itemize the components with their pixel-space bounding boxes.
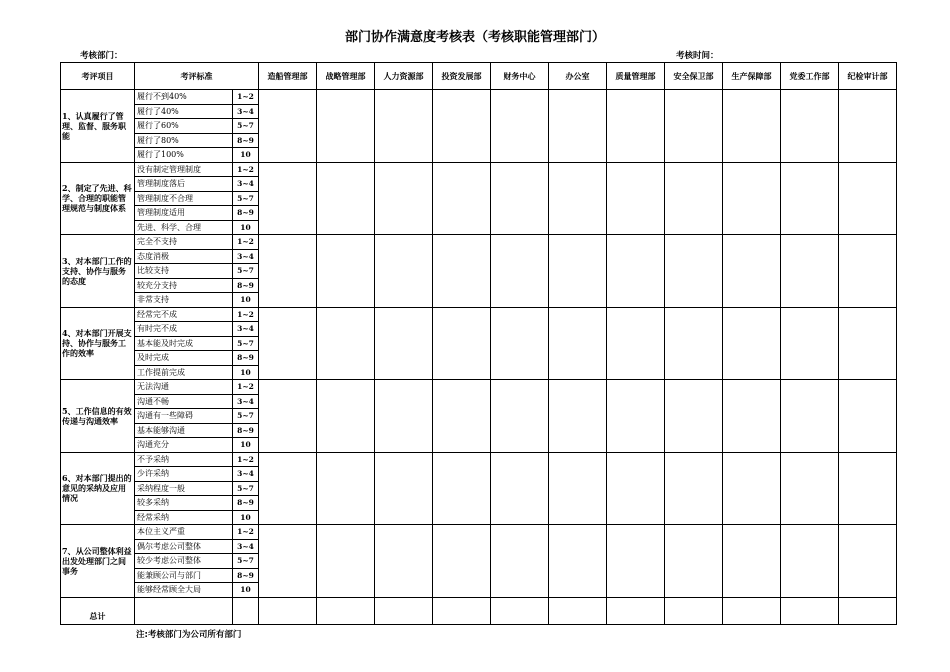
score-cell[interactable] [433, 380, 491, 453]
criterion-text: 管理制度落后 [135, 177, 233, 192]
criterion-text: 管理制度适用 [135, 206, 233, 221]
score-cell[interactable] [259, 235, 317, 308]
score-cell[interactable] [723, 307, 781, 380]
criterion-text: 能够经常顾全大局 [135, 583, 233, 598]
score-cell[interactable] [433, 452, 491, 525]
assessment-item-label: 4、对本部门开展支持、协作与服务工作的效率 [61, 307, 135, 380]
score-range: 5~7 [233, 409, 259, 424]
page-title: 部门协作满意度考核表（考核职能管理部门） [344, 30, 605, 45]
score-range: 10 [233, 438, 259, 453]
assessment-item-label: 1、认真履行了管理、监督、服务职能 [61, 90, 135, 163]
score-cell[interactable] [433, 307, 491, 380]
score-cell[interactable] [839, 452, 897, 525]
assessment-item-label: 2、制定了先进、科学、合理的职能管理规范与制度体系 [61, 162, 135, 235]
score-cell[interactable] [839, 235, 897, 308]
score-cell[interactable] [781, 307, 839, 380]
total-cell[interactable] [607, 597, 665, 624]
score-range: 3~4 [233, 177, 259, 192]
total-cell[interactable] [781, 597, 839, 624]
score-cell[interactable] [549, 162, 607, 235]
score-cell[interactable] [781, 90, 839, 163]
total-label: 总计 [61, 597, 135, 624]
score-cell[interactable] [723, 90, 781, 163]
score-cell[interactable] [607, 380, 665, 453]
score-cell[interactable] [665, 162, 723, 235]
score-cell[interactable] [665, 380, 723, 453]
score-cell[interactable] [781, 525, 839, 598]
table-body [61, 90, 897, 625]
score-cell[interactable] [607, 525, 665, 598]
score-range: 1~2 [233, 235, 259, 250]
score-cell[interactable] [259, 307, 317, 380]
score-range: 5~7 [233, 481, 259, 496]
score-cell[interactable] [781, 235, 839, 308]
score-range: 10 [233, 583, 259, 598]
header-dept: 战略管理部 [317, 63, 375, 90]
header-dept: 人力资源部 [375, 63, 433, 90]
score-cell[interactable] [433, 235, 491, 308]
header-item: 考评项目 [61, 63, 135, 90]
header-dept: 投资发展部 [433, 63, 491, 90]
score-cell[interactable] [491, 452, 549, 525]
score-cell[interactable] [317, 307, 375, 380]
score-cell[interactable] [665, 525, 723, 598]
criterion-text: 较少考虑公司整体 [135, 554, 233, 569]
score-cell[interactable] [317, 452, 375, 525]
criterion-text: 有时完不成 [135, 322, 233, 337]
score-cell[interactable] [375, 162, 433, 235]
score-range: 5~7 [233, 191, 259, 206]
score-cell[interactable] [259, 525, 317, 598]
score-cell[interactable] [259, 452, 317, 525]
score-cell[interactable] [607, 235, 665, 308]
score-range: 10 [233, 510, 259, 525]
criterion-text: 履行了100% [135, 148, 233, 163]
header-dept: 党委工作部 [781, 63, 839, 90]
score-cell[interactable] [317, 162, 375, 235]
score-cell[interactable] [665, 235, 723, 308]
score-cell[interactable] [375, 235, 433, 308]
table-row [61, 90, 897, 105]
score-range: 8~9 [233, 423, 259, 438]
table-row [61, 235, 897, 250]
score-cell[interactable] [839, 90, 897, 163]
table-row [61, 525, 897, 540]
score-cell[interactable] [723, 452, 781, 525]
score-cell[interactable] [839, 307, 897, 380]
score-range: 8~9 [233, 496, 259, 511]
criterion-text: 较充分支持 [135, 278, 233, 293]
criterion-text: 管理制度不合理 [135, 191, 233, 206]
criterion-text: 履行了80% [135, 133, 233, 148]
score-cell[interactable] [665, 452, 723, 525]
header-dept: 纪检审计部 [839, 63, 897, 90]
criterion-text: 能兼顾公司与部门 [135, 568, 233, 583]
criterion-text: 履行不到40% [135, 90, 233, 105]
header-dept: 办公室 [549, 63, 607, 90]
score-range: 3~4 [233, 467, 259, 482]
criterion-text: 经常完不成 [135, 307, 233, 322]
criterion-text: 工作提前完成 [135, 365, 233, 380]
table-row [61, 162, 897, 177]
score-cell[interactable] [549, 307, 607, 380]
score-cell[interactable] [839, 380, 897, 453]
score-cell[interactable] [317, 90, 375, 163]
score-cell[interactable] [723, 162, 781, 235]
score-range: 1~2 [233, 380, 259, 395]
criterion-text: 履行了60% [135, 119, 233, 134]
header-dept: 造船管理部 [259, 63, 317, 90]
criterion-text: 非常支持 [135, 293, 233, 308]
total-cell[interactable] [259, 597, 317, 624]
score-cell[interactable] [375, 452, 433, 525]
score-range: 10 [233, 365, 259, 380]
score-cell[interactable] [491, 90, 549, 163]
score-range: 10 [233, 220, 259, 235]
score-cell[interactable] [259, 90, 317, 163]
criterion-text: 经常采纳 [135, 510, 233, 525]
assessment-item-label: 6、对本部门提出的意见的采纳及应用情况 [61, 452, 135, 525]
score-range: 5~7 [233, 554, 259, 569]
header-dept: 财务中心 [491, 63, 549, 90]
score-cell[interactable] [607, 452, 665, 525]
score-cell[interactable] [375, 307, 433, 380]
total-cell[interactable] [665, 597, 723, 624]
score-range: 3~4 [233, 104, 259, 119]
score-cell[interactable] [549, 90, 607, 163]
score-range: 8~9 [233, 133, 259, 148]
score-range: 3~4 [233, 249, 259, 264]
score-cell[interactable] [375, 90, 433, 163]
score-range: 1~2 [233, 307, 259, 322]
score-range: 10 [233, 148, 259, 163]
score-range: 5~7 [233, 264, 259, 279]
criterion-text: 先进、科学、合理 [135, 220, 233, 235]
score-cell[interactable] [491, 307, 549, 380]
footnote: 注:考核部门为公司所有部门 [136, 630, 242, 640]
criterion-text: 基本能及时完成 [135, 336, 233, 351]
criterion-text: 比较支持 [135, 264, 233, 279]
score-range: 1~2 [233, 162, 259, 177]
score-cell[interactable] [259, 380, 317, 453]
score-cell[interactable] [317, 525, 375, 598]
criterion-text: 无法沟通 [135, 380, 233, 395]
score-range: 3~4 [233, 394, 259, 409]
score-cell[interactable] [491, 525, 549, 598]
score-cell[interactable] [665, 307, 723, 380]
total-blank [233, 597, 259, 624]
score-cell[interactable] [723, 235, 781, 308]
criterion-text: 没有制定管理制度 [135, 162, 233, 177]
header-standard: 考评标准 [135, 63, 259, 90]
criterion-text: 本位主义严重 [135, 525, 233, 540]
criterion-text: 少许采纳 [135, 467, 233, 482]
total-cell[interactable] [549, 597, 607, 624]
score-range: 8~9 [233, 351, 259, 366]
score-cell[interactable] [375, 380, 433, 453]
criterion-text: 及时完成 [135, 351, 233, 366]
score-cell[interactable] [549, 235, 607, 308]
score-cell[interactable] [549, 452, 607, 525]
score-cell[interactable] [839, 525, 897, 598]
total-cell[interactable] [723, 597, 781, 624]
assess-time-label: 考核时间： [676, 51, 719, 61]
assessment-item-label: 5、工作信息的有效传递与沟通效率 [61, 380, 135, 453]
assessment-item-label: 7、从公司整体利益出发处理部门之间事务 [61, 525, 135, 598]
score-cell[interactable] [433, 525, 491, 598]
score-cell[interactable] [723, 380, 781, 453]
score-cell[interactable] [723, 525, 781, 598]
score-cell[interactable] [433, 90, 491, 163]
header-row [61, 63, 897, 90]
score-range: 1~2 [233, 452, 259, 467]
total-cell[interactable] [433, 597, 491, 624]
assess-dept-label: 考核部门： [80, 51, 123, 61]
score-range: 8~9 [233, 278, 259, 293]
score-cell[interactable] [433, 162, 491, 235]
table-row [61, 307, 897, 322]
header-dept: 安全保卫部 [665, 63, 723, 90]
score-range: 10 [233, 293, 259, 308]
total-cell[interactable] [375, 597, 433, 624]
total-cell[interactable] [839, 597, 897, 624]
score-cell[interactable] [491, 235, 549, 308]
score-range: 8~9 [233, 568, 259, 583]
criterion-text: 沟通充分 [135, 438, 233, 453]
assessment-item-label: 3、对本部门工作的支持、协作与服务的态度 [61, 235, 135, 308]
criterion-text: 不予采纳 [135, 452, 233, 467]
total-blank [135, 597, 233, 624]
table-row [61, 380, 897, 395]
table-row [61, 452, 897, 467]
score-range: 5~7 [233, 119, 259, 134]
total-row [61, 597, 897, 624]
score-cell[interactable] [781, 380, 839, 453]
score-cell[interactable] [375, 525, 433, 598]
criterion-text: 较多采纳 [135, 496, 233, 511]
header-dept: 生产保障部 [723, 63, 781, 90]
total-cell[interactable] [491, 597, 549, 624]
score-cell[interactable] [839, 162, 897, 235]
criterion-text: 完全不支持 [135, 235, 233, 250]
criterion-text: 偶尔考虑公司整体 [135, 539, 233, 554]
score-cell[interactable] [317, 380, 375, 453]
score-range: 5~7 [233, 336, 259, 351]
score-cell[interactable] [491, 380, 549, 453]
assessment-table [60, 62, 897, 625]
score-range: 1~2 [233, 525, 259, 540]
criterion-text: 履行了40% [135, 104, 233, 119]
score-cell[interactable] [491, 162, 549, 235]
score-range: 8~9 [233, 206, 259, 221]
criterion-text: 沟通有一些障碍 [135, 409, 233, 424]
score-cell[interactable] [549, 380, 607, 453]
score-cell[interactable] [317, 235, 375, 308]
score-range: 3~4 [233, 322, 259, 337]
score-range: 1~2 [233, 90, 259, 105]
score-cell[interactable] [549, 525, 607, 598]
criterion-text: 采纳程度一般 [135, 481, 233, 496]
criterion-text: 基本能够沟通 [135, 423, 233, 438]
criterion-text: 沟通不畅 [135, 394, 233, 409]
criterion-text: 态度消极 [135, 249, 233, 264]
header-dept: 质量管理部 [607, 63, 665, 90]
score-cell[interactable] [259, 162, 317, 235]
score-cell[interactable] [607, 90, 665, 163]
score-cell[interactable] [781, 162, 839, 235]
score-range: 3~4 [233, 539, 259, 554]
score-cell[interactable] [607, 307, 665, 380]
total-cell[interactable] [317, 597, 375, 624]
score-cell[interactable] [665, 90, 723, 163]
score-cell[interactable] [781, 452, 839, 525]
score-cell[interactable] [607, 162, 665, 235]
